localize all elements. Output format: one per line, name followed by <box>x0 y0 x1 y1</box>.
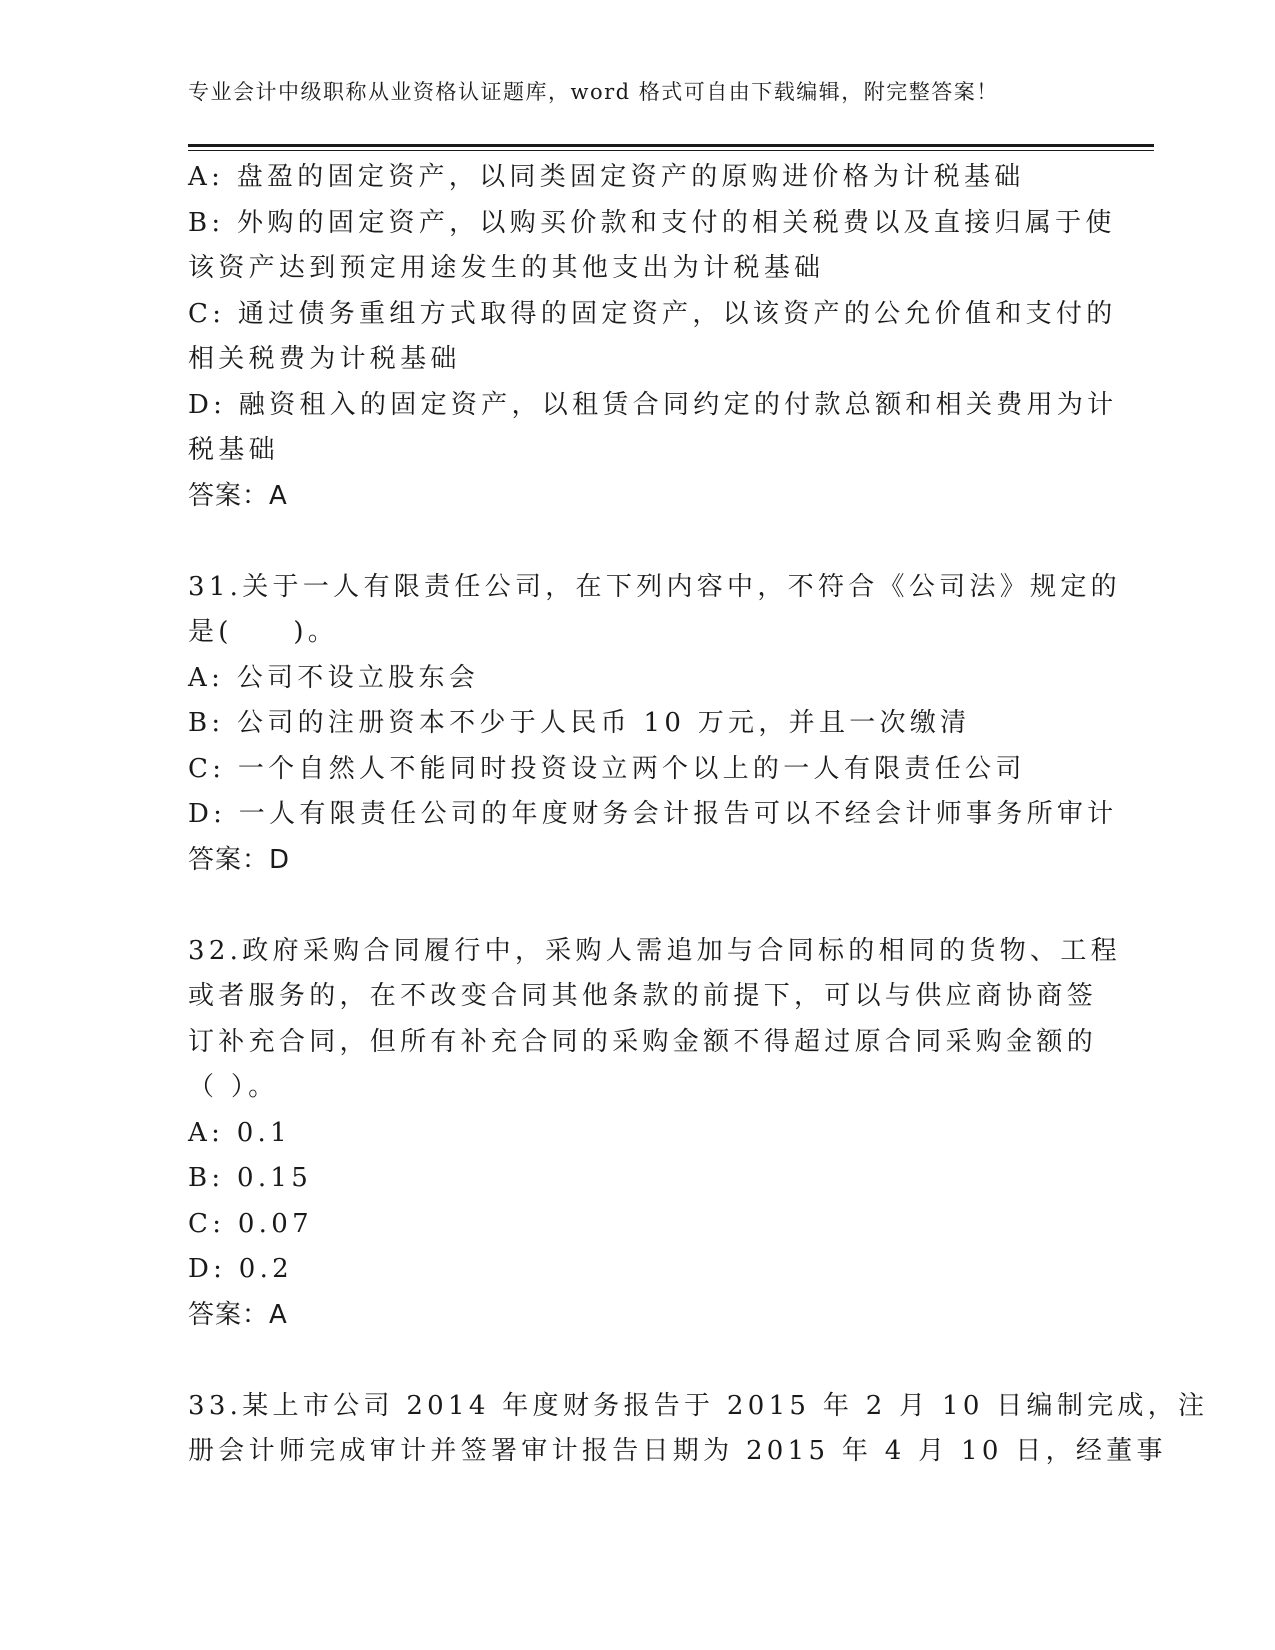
option-d: D: 0.2 <box>188 1254 294 1284</box>
question-stem-line-1: 31.关于一人有限责任公司，在下列内容中，不符合《公司法》规定的 <box>188 571 1121 602</box>
option-c-line-2: 相关税费为计税基础 <box>188 344 461 374</box>
question-31 <box>188 565 1121 884</box>
header-rule-thick <box>188 144 1154 147</box>
question-stem-line-1: 33.某上市公司 2014 年度财务报告于 2015 年 2 月 10 日编制完成，注 <box>188 1390 1209 1421</box>
question-stem-line-4: （ ）。 <box>188 1072 279 1102</box>
option-d-line-1: D: 融资租入的固定资产，以租赁合同约定的付款总额和相关费用为计 <box>188 389 1118 420</box>
spacer <box>188 1338 1088 1384</box>
header-rule-thin <box>188 150 1154 151</box>
question-32 <box>188 929 1121 1339</box>
option-b-line-1: B: 外购的固定资产，以购买价款和支付的相关税费以及直接归属于使 <box>188 207 1116 238</box>
option-d: D: 一人有限责任公司的年度财务会计报告可以不经会计师事务所审计 <box>188 799 1118 829</box>
page-header: 专业会计中级职称从业资格认证题库，word 格式可自由下载编辑，附完整答案！ <box>188 80 999 104</box>
question-content <box>188 155 1209 1475</box>
option-a: A: 公司不设立股东会 <box>188 662 480 693</box>
option-d-line-2: 税基础 <box>188 435 279 465</box>
question-stem-line-2: 或者服务的，在不改变合同其他条款的前提下，可以与供应商协商签 <box>188 981 1098 1011</box>
option-c: C: 0.07 <box>188 1208 313 1239</box>
option-b: B: 0.15 <box>188 1163 313 1193</box>
question-stem-line-3: 订补充合同，但所有补充合同的采购金额不得超过原合同采购金额的 <box>188 1026 1098 1057</box>
question-stem-line-1: 32.政府采购合同履行中，采购人需追加与合同标的相同的货物、工程 <box>188 935 1121 966</box>
answer: 答案：A <box>188 1299 288 1330</box>
option-b: B: 公司的注册资本不少于人民币 10 万元，并且一次缴清 <box>188 708 971 738</box>
spacer <box>188 519 1088 565</box>
question-stem-line-2: 册会计师完成审计并签署审计报告日期为 2015 年 4 月 10 日，经董事 <box>188 1436 1167 1466</box>
question-stem-line-2: 是( )。 <box>188 617 339 647</box>
option-c-line-1: C: 通过债务重组方式取得的固定资产，以该资产的公允价值和支付的 <box>188 298 1117 329</box>
question-30 <box>188 155 1118 519</box>
answer: 答案：D <box>188 844 291 875</box>
option-a: A: 盘盈的固定资产，以同类固定资产的原购进价格为计税基础 <box>188 162 1025 192</box>
option-a: A: 0.1 <box>188 1117 291 1148</box>
option-b-line-2: 该资产达到预定用途发生的其他支出为计税基础 <box>188 253 825 283</box>
option-c: C: 一个自然人不能同时投资设立两个以上的一人有限责任公司 <box>188 753 1026 784</box>
spacer <box>188 883 1088 929</box>
answer: 答案：A <box>188 480 288 511</box>
question-33 <box>188 1384 1209 1475</box>
